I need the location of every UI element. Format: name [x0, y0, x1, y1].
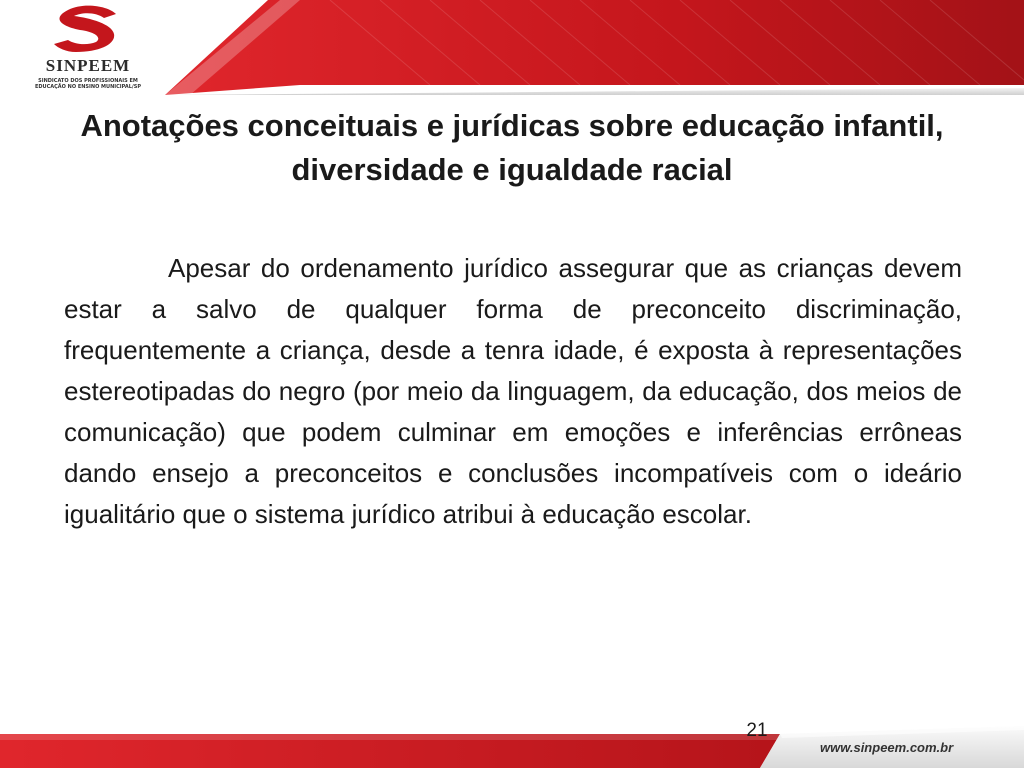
sinpeem-logo-mark-icon [46, 4, 130, 56]
footer-website-link[interactable]: www.sinpeem.com.br [820, 740, 954, 755]
logo-name: SINPEEM [45, 56, 131, 75]
logo-tagline: SINDICATO DOS PROFISSIONAIS EM EDUCAÇÃO NO ENSINO MUNICIPAL/SP [34, 78, 142, 90]
slide-title: Anotações conceituais e jurídicas sobre educação infantil, diversidade e igualdade racial [80, 108, 944, 187]
sinpeem-logo [28, 4, 148, 90]
slide-body-paragraph: Apesar do ordenamento jurídico assegurar que as crianças devem estar a salvo de qualquer forma de preconceito discriminação, frequentemente a criança, desde a tenra idade, é exposta à representações estereotipadas do negro (por meio da linguagem, da educação, dos meios de comunicação) que podem culminar em emoções e inferências errôneas dando ensejo a preconceitos e conclusões incompatíveis com o ideário igualitário que o sistema jurídico atribui à educação escolar. [64, 253, 962, 529]
page-number: 21 [746, 720, 768, 741]
header-band [0, 0, 1024, 95]
